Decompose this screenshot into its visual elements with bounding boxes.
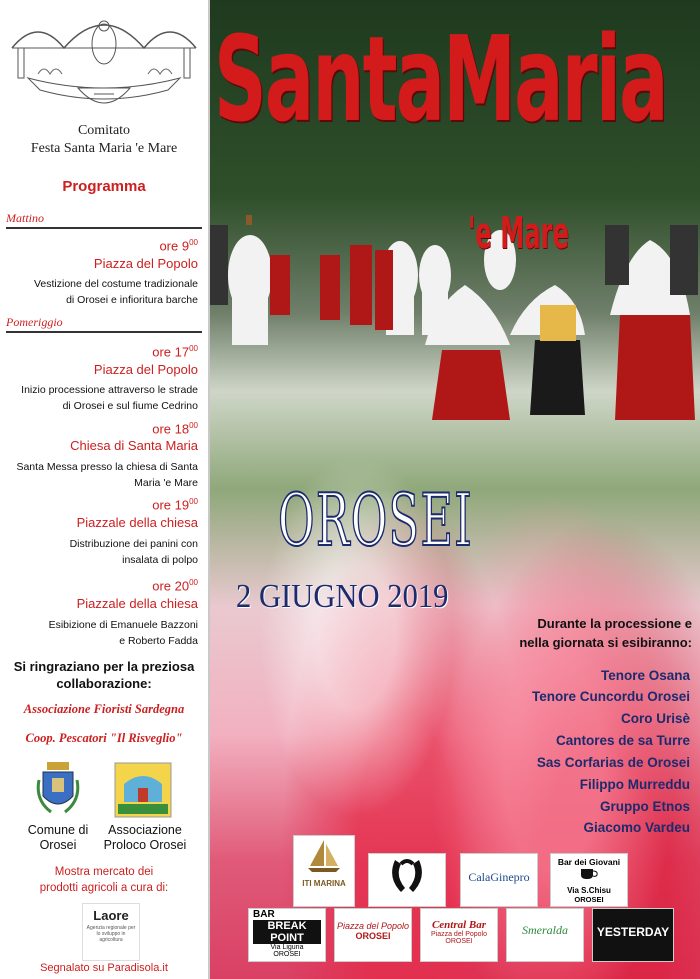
sailboat-icon bbox=[304, 836, 344, 874]
poster-subtitle: 'e Mare bbox=[468, 208, 570, 259]
coffee-cup-icon bbox=[579, 867, 599, 881]
event-place: Piazza del Popolo bbox=[93, 362, 198, 377]
event-description: Santa Messa presso la chiesa di Santa Maria 'e Mare bbox=[16, 461, 198, 489]
poster-title: SantaMaria bbox=[214, 10, 667, 148]
afternoon-label: Pomeriggio bbox=[6, 315, 63, 329]
performer-name: Coro Urisè bbox=[620, 711, 690, 726]
poster-image bbox=[210, 0, 700, 979]
break-point-logo: BAR BREAK POINT Via Liguria OROSEI bbox=[248, 908, 326, 962]
poster-date: 2 GIUGNO 2019 bbox=[236, 578, 449, 615]
horseshoe-icon bbox=[387, 854, 427, 898]
central-bar-logo: Central Bar Piazza del Popolo OROSEI bbox=[420, 908, 498, 962]
divider bbox=[6, 331, 202, 333]
performer-name: Sas Corfarias de Orosei bbox=[536, 755, 690, 770]
programme-title: Programma bbox=[62, 178, 146, 195]
sponsor-pescatori: Coop. Pescatori "Il Risveglio" bbox=[25, 731, 183, 745]
piazza-popolo-logo: Piazza del Popolo OROSEI bbox=[334, 908, 412, 962]
morning-label: Mattino bbox=[6, 211, 44, 225]
event-time: ore $19^{00}$ bbox=[152, 497, 198, 513]
comune-crest-icon bbox=[35, 760, 81, 818]
committee-name: Comitato Festa Santa Maria 'e Mare bbox=[30, 123, 178, 156]
event-description: Distribuzione dei panini con insalata di polpo bbox=[69, 538, 198, 566]
divider bbox=[6, 227, 202, 229]
performer-name: Tenore Cuncordu Orosei bbox=[531, 689, 690, 704]
iti-marina-logo: ITI MARINA bbox=[293, 835, 355, 907]
performers-intro: Durante la processione e nella giornata si esibiranno: bbox=[519, 616, 692, 650]
programme-column bbox=[0, 0, 208, 979]
market-text: Mostra mercato dei prodotti agricoli a cura di: bbox=[39, 866, 169, 894]
bar-giovani-logo: Bar dei Giovani Via S.Chisu OROSEI bbox=[550, 853, 628, 907]
proloco-label: Associazione Proloco Orosei bbox=[103, 823, 187, 852]
event-time: ore $17^{00}$ bbox=[152, 344, 198, 360]
performer-name: Tenore Osana bbox=[600, 668, 690, 683]
laore-logo: Laore Agenzia regionale per lo sviluppo in agricoltura bbox=[82, 903, 140, 961]
event-time: ore $20^{00}$ bbox=[152, 578, 198, 594]
caddis-logo bbox=[368, 853, 446, 907]
event-place: Piazza del Popolo bbox=[93, 256, 198, 271]
yesterday-logo: YESTERDAY bbox=[592, 908, 674, 962]
procession-illustration bbox=[210, 215, 700, 445]
event-place: Piazzale della chiesa bbox=[76, 596, 198, 611]
event-description: Inizio processione attraverso le strade di Orosei e sul fiume Cedrino bbox=[21, 384, 198, 412]
smeralda-logo: Smeralda bbox=[506, 908, 584, 962]
performer-name: Gruppo Etnos bbox=[600, 799, 690, 814]
source-credit: Segnalato su Paradisola.it bbox=[40, 962, 168, 974]
cala-ginepro-logo: CalaGinepro bbox=[460, 853, 538, 907]
event-place: Chiesa di Santa Maria bbox=[70, 438, 198, 453]
poster-town: OROSEI bbox=[278, 478, 474, 562]
event-place: Piazzale della chiesa bbox=[76, 515, 198, 530]
performer-name: Filippo Murreddu bbox=[579, 777, 690, 792]
performer-name: Giacomo Vardeu bbox=[583, 820, 690, 835]
proloco-logo-icon bbox=[114, 762, 172, 818]
event-time: ore $9^{00}$ bbox=[159, 238, 198, 254]
thanks-text: Si ringraziano per la preziosa collaborazione: bbox=[13, 659, 195, 691]
event-description: Esibizione di Emanuele Bazzoni e Roberto Fadda bbox=[48, 619, 198, 647]
event-time: ore $18^{00}$ bbox=[152, 421, 198, 437]
sponsor-fioristi: Associazione Fioristi Sardegna bbox=[23, 702, 185, 716]
church-arch-illustration bbox=[8, 8, 200, 118]
performer-name: Cantores de sa Turre bbox=[555, 733, 690, 748]
event-description: Vestizione del costume tradizionale di Orosei e infioritura barche bbox=[33, 278, 198, 306]
comune-label: Comune di Orosei bbox=[27, 823, 89, 852]
